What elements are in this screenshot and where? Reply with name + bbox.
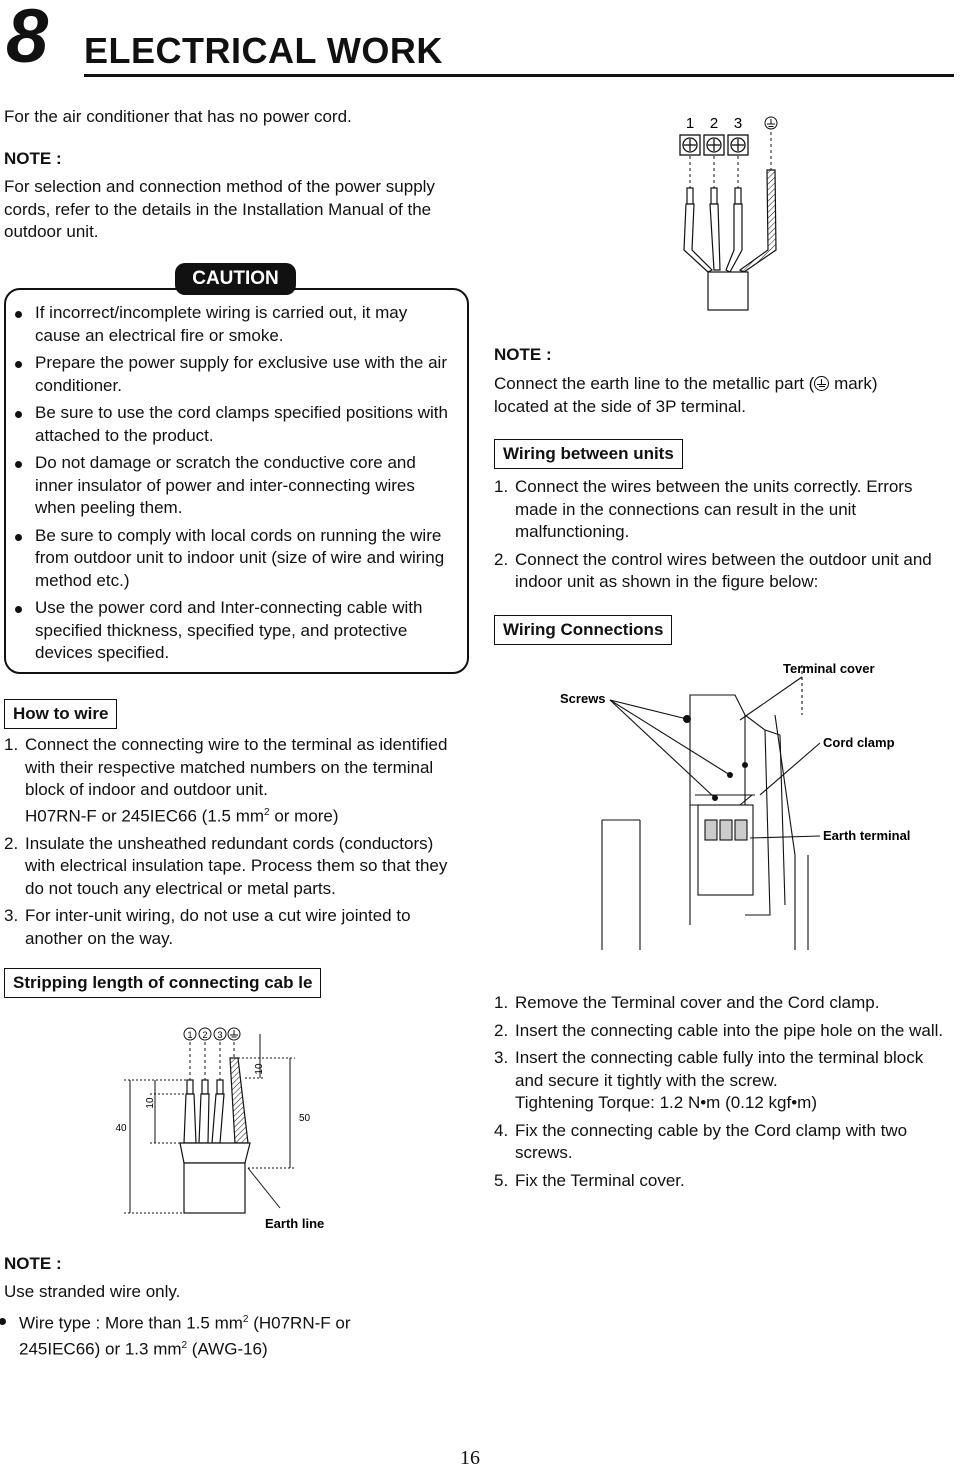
- earth-mark-icon: [814, 376, 829, 391]
- dim-50-label: 50: [299, 1113, 311, 1124]
- terminal-label-1: 1: [685, 115, 695, 132]
- earth-note-label: NOTE :: [494, 345, 552, 364]
- wiring-connections-title: Wiring Connections: [494, 615, 672, 645]
- bottom-note-text: Use stranded wire only.: [4, 1282, 181, 1301]
- stripping-title: Stripping length of connecting cab le: [4, 968, 321, 998]
- section-number: 8: [6, 0, 49, 79]
- procedure-step: 4. Fix the connecting cable by the Cord clamp with two screws.: [494, 1120, 908, 1162]
- terminal-cover-label: Terminal cover: [783, 661, 875, 676]
- wiring-between-title: Wiring between units: [494, 439, 683, 469]
- how-to-wire-step: 3. For inter-unit wiring, do not use a cut wire jointed to another on the way.: [4, 906, 411, 948]
- intro-text: For the air conditioner that has no power cord.: [4, 107, 352, 126]
- bottom-note-label: NOTE :: [4, 1254, 62, 1273]
- caution-list: [5, 302, 457, 670]
- stripping-terminal-1: 1: [187, 1030, 193, 1040]
- cord-clamp-label: Cord clamp: [823, 735, 895, 750]
- wiring-between-step: 2. Connect the control wires between the outdoor unit and indoor unit as shown in the figure below:: [494, 549, 932, 591]
- section-title: ELECTRICAL WORK: [84, 30, 443, 71]
- caution-item: Prepare the power supply for exclusive use with the air conditioner.: [5, 352, 457, 397]
- caution-item: Be sure to use the cord clamps specified positions with attached to the product.: [5, 402, 457, 447]
- screw-icons: [683, 715, 748, 801]
- intro-note-label: NOTE :: [4, 149, 62, 168]
- procedure-step: 2. Insert the connecting cable into the pipe hole on the wall.: [494, 1020, 944, 1040]
- caution-item: Do not damage or scratch the conductive core and inner insulator of power and inter-connecting wires when peeling them.: [5, 452, 457, 520]
- procedure-step: 1. Remove the Terminal cover and the Cord clamp.: [494, 993, 880, 1012]
- bullet-icon: [15, 461, 22, 468]
- wiring-between-steps: [494, 476, 954, 599]
- procedure-steps: [494, 992, 954, 1197]
- wiring-between-step: 1. Connect the wires between the units correctly. Errors made in the connections can result in the unit malfunctioning.: [494, 477, 913, 541]
- page-number: 16: [460, 1447, 480, 1469]
- procedure-step: 5. Fix the Terminal cover.: [494, 1170, 685, 1190]
- bottom-note-list: [0, 1309, 419, 1366]
- dim-10-right-label: 10: [254, 1063, 265, 1075]
- dim-40-label: 40: [115, 1123, 127, 1134]
- stripping-terminal-3: 3: [217, 1030, 223, 1040]
- stripping-diagram: [100, 1018, 350, 1238]
- intro-note-text: For selection and connection method of the power supply cords, refer to the details in the Installation Manual of the outdoor unit.: [4, 177, 435, 241]
- header-rule: [84, 74, 954, 77]
- how-to-wire-title: How to wire: [4, 699, 117, 729]
- wiring-connections-diagram: [540, 655, 950, 955]
- caution-item: If incorrect/incomplete wiring is carried out, it may cause an electrical fire or smoke.: [5, 302, 457, 347]
- procedure-step: 3. Insert the connecting cable fully into the terminal block and secure it tightly with the screw. Tightening Torque: 1.2 N•m (0.12 kgf•m): [494, 1048, 924, 1112]
- terminal-label-2: 2: [709, 115, 719, 132]
- caution-item: Be sure to comply with local cords on running the wire from outdoor unit to indoor unit (size of wire and wiring method etc.): [5, 525, 457, 593]
- terminal-screw-icons: [680, 135, 748, 155]
- bullet-icon: [15, 606, 22, 613]
- bottom-note-item: Wire type : More than 1.5 $mm^2$ (H07RN-F or 245IEC66) or 1.3 $mm^2$ (AWG-16): [0, 1309, 419, 1361]
- bullet-icon: [15, 534, 22, 541]
- caution-item: Use the power cord and Inter-connecting cable with specified thickness, specified type, and protective devices specified.: [5, 597, 457, 665]
- terminal-number-icons: [184, 1028, 240, 1040]
- terminal-label-3: 3: [733, 115, 743, 132]
- earth-symbol-icon: [765, 117, 777, 129]
- how-to-wire-steps: [4, 734, 466, 955]
- terminal-wires-diagram: [672, 110, 792, 315]
- bullet-icon: [15, 311, 22, 318]
- how-to-wire-step: 2. Insulate the unsheathed redundant cords (conductors) with electrical insulation tape. Process them so that they do not touch any electrical or metal parts.: [4, 833, 448, 898]
- dim-10-left-label: 10: [145, 1097, 156, 1109]
- earth-terminal-label: Earth terminal: [823, 828, 911, 843]
- bullet-icon: [15, 411, 22, 418]
- earth-line-label: Earth line: [265, 1216, 325, 1231]
- earth-note-text: Connect the earth line to the metallic part ( mark) located at the side of 3P terminal.: [494, 374, 878, 416]
- how-to-wire-step: 1. Connect the connecting wire to the terminal as identified with their respective matched numbers on the terminal block of indoor and outdoor unit. H07RN-F or 245IEC66 (1.5 $mm^2$ or more): [4, 735, 448, 826]
- stripping-terminal-2: 2: [202, 1030, 208, 1040]
- screws-label: Screws: [560, 691, 606, 706]
- bullet-icon: [15, 361, 22, 368]
- caution-label: CAUTION: [175, 263, 296, 295]
- bullet-icon: [0, 1318, 6, 1325]
